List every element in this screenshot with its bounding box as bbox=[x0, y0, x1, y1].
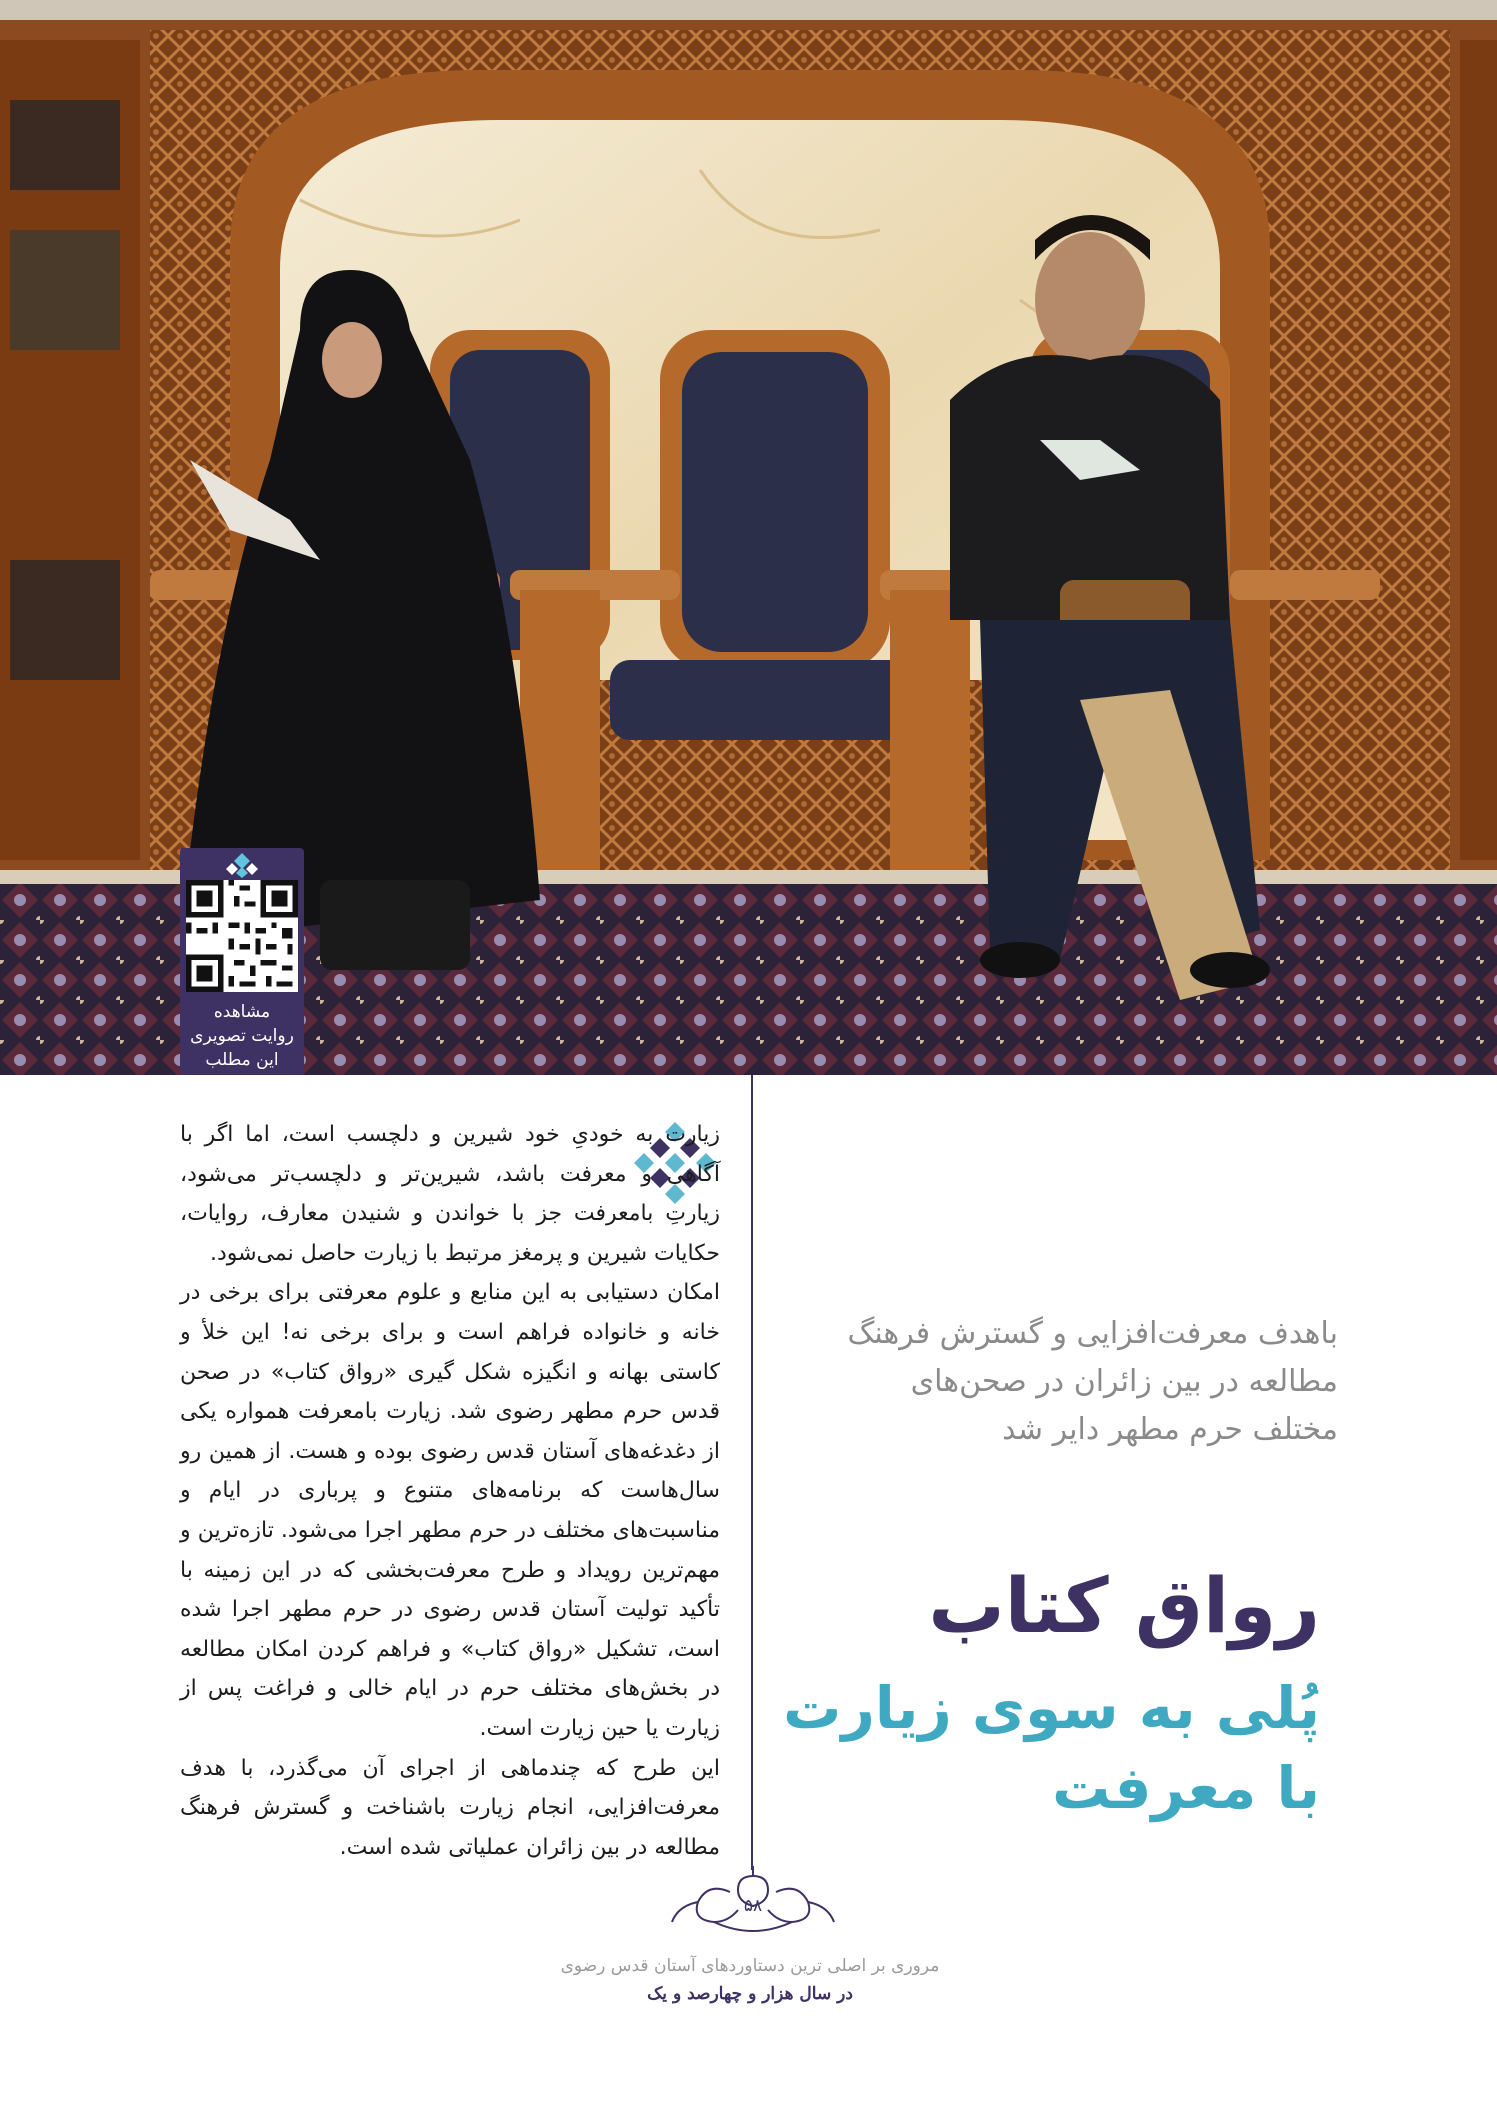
article-body bbox=[180, 1115, 720, 1867]
diamond-pattern-icon bbox=[224, 852, 260, 878]
qr-caption-line-1: مشاهده bbox=[213, 1002, 271, 1022]
body-paragraph-2: امکان دستیابی به این منابع و علوم معرفتی برای برخی در خانه و خانواده فراهم است و برای برخی نه! این خلأ و کاستی بهانه و انگیزه شکل گیری «رواق کتاب» در صحن قدس حرم مطهر رضوی شد. زیارت بامعرفت همواره یکی از دغدغه‌های آستان قدس رضوی بوده و هست. از همین رو سال‌هاست که برنامه‌های متنوع و پرباری در ایام و مناسبت‌های مختلف در حرم مطهر اجرا می‌شود. تازه‌ترین و مهم‌ترین رویداد و طرح معرفت‌بخشی که در این زمینه با تأکید تولیت آستان قدس رضوی در حرم مطهر اجرا شده است، تشکیل «رواق کتاب» و فراهم کردن امکان مطالعه در بخش‌های مختلف حرم در ایام خالی و فراغت پس از زیارت یا حین زیارت است. bbox=[180, 1280, 720, 1741]
lead-line-2: مطالعه در بین زائران در صحن‌های bbox=[910, 1364, 1338, 1399]
qr-caption-line-2: روایت تصویری bbox=[190, 1026, 294, 1046]
lead-line-1: باهدف معرفت‌افزایی و گسترش فرهنگ bbox=[847, 1316, 1338, 1351]
subtitle-line-1: پُلی به سوی زیارت bbox=[783, 1674, 1320, 1742]
qr-caption bbox=[184, 1000, 300, 1072]
body-paragraph-3: این طرح که چندماهی از اجرای آن می‌گذرد، با هدف معرفت‌افزایی، انجام زیارت باشناخت و گسترش فرهنگ مطالعه در بین زائران عملیاتی شده است. bbox=[180, 1755, 720, 1860]
qr-caption-line-3: این مطلب bbox=[205, 1050, 279, 1070]
article-subtitle bbox=[783, 1668, 1320, 1828]
qr-panel[interactable] bbox=[180, 848, 304, 1075]
footer-line-1: مروری بر اصلی ترین دستاوردهای آستان قدس رضوی bbox=[560, 1956, 940, 1976]
column-divider bbox=[751, 1075, 753, 1870]
subtitle-line-2: با معرفت bbox=[1052, 1754, 1320, 1822]
page-number: ۵۸ bbox=[743, 1896, 763, 1916]
footer-line-2: در سال هزار و چهارصد و یک bbox=[647, 1984, 853, 2004]
lead-text bbox=[800, 1310, 1338, 1454]
lead-line-3: مختلف حرم مطهر دایر شد bbox=[1002, 1412, 1338, 1447]
body-paragraph-1: زیارت به خودیِ خود شیرین و دلچسب است، اما اگر با آگاهی و معرفت باشد، شیرین‌تر و دلچسب‌تر می‌شود، زیارتِ بامعرفت جز با خواندن و شنیدن معارف، روایات، حکایات شیرین و پرمغز مرتبط با زیارت حاصل نمی‌شود. bbox=[180, 1122, 720, 1266]
qr-code[interactable] bbox=[186, 880, 298, 992]
article-title: رواق کتاب bbox=[928, 1561, 1320, 1650]
